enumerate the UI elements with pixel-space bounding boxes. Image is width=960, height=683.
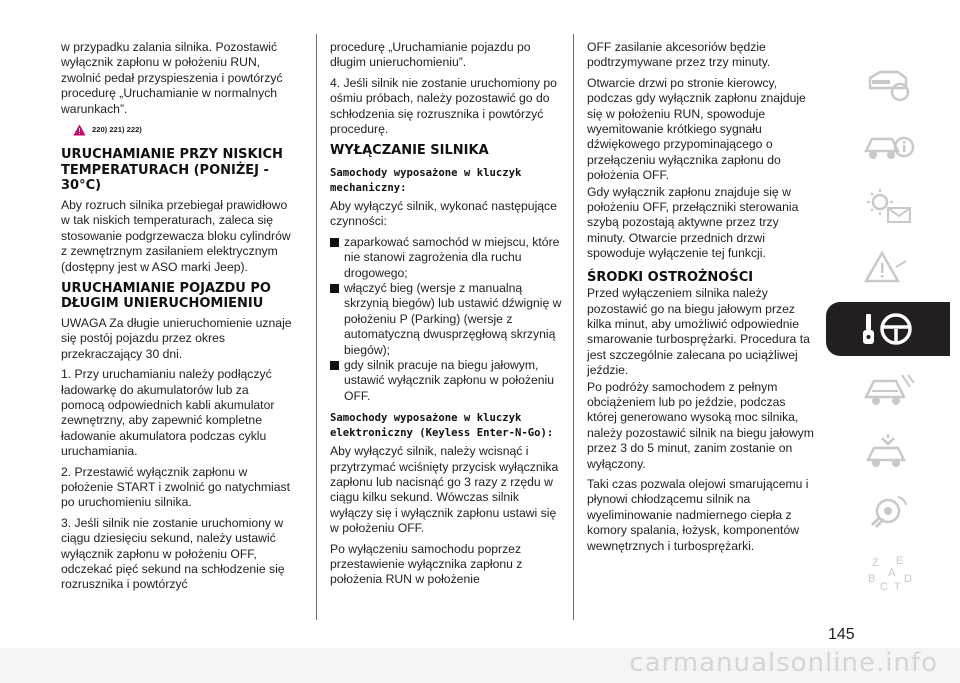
chapter-tab-warning-lights[interactable] <box>826 180 950 234</box>
paragraph: Po podróży samochodem z pełnym obciążeniem lub po jeździe, podczas której generowano wysoką moc silnika, należy pozostawić silnik na biegu jałowym przez 3 do 5 minut, zanim zostanie on wyłączony. <box>587 379 814 471</box>
car-dashboard-icon <box>858 64 918 106</box>
paragraph: procedurę „Uruchamianie pojazdu po długim unieruchomieniu”. <box>330 40 531 70</box>
step-2: 2. Przestawić wyłącznik zapłonu w położenie START i zwolnić go natychmiast po uruchomieniu silnika. <box>61 464 290 510</box>
svg-text:E: E <box>896 555 904 567</box>
paragraph: Aby wyłączyć silnik, należy wcisnąć i przytrzymać wciśnięty przycisk wyłącznika zapłonu lub nacisnąć go 3 razy z rzędu w ciągu kilku sekund. Wówczas silnik wyłączy się i wyłącznik zapłonu ustawi się w położeniu OFF. <box>330 444 559 536</box>
step-4: 4. Jeśli silnik nie zostanie uruchomiony po ośmiu próbach, należy pozostawić go do schłodzenia się rozrusznika i powtórzyć procedurę. <box>330 75 557 137</box>
paragraph: UWAGA Za długie unieruchomienie uznaje się postój pojazdu przez okres przekraczający 30 dni. <box>61 315 292 361</box>
chapter-tab-technical-data[interactable] <box>826 546 950 600</box>
list-item-text: gdy silnik pracuje na biegu jałowym, ustawić wyłącznik zapłonu w położeniu OFF. <box>344 358 555 403</box>
paragraph: Otwarcie drzwi po stronie kierowcy, podczas gdy wyłącznik zapłonu znajduje się w położeniu RUN, spowoduje wyemitowanie krótkiego sygnału dźwiękowego przypominającego o przełączeniu wyłącznika zapłonu do położenia OFF. <box>587 75 806 183</box>
chapter-tab-vehicle-info[interactable] <box>826 119 950 173</box>
svg-text:T: T <box>894 581 901 593</box>
chapter-sidebar <box>826 58 950 607</box>
text-column-1 <box>61 40 293 598</box>
paragraph: OFF zasilanie akcesoriów będzie podtrzymywane przez trzy minuty. <box>587 40 771 70</box>
chapter-tab-emergency[interactable] <box>826 424 950 478</box>
column-divider <box>573 34 574 620</box>
heading-long-idle: URUCHAMIANIE POJAZDU PO DŁUGIM UNIERUCHOMIENIU <box>61 280 271 312</box>
car-maintenance-icon <box>858 491 918 533</box>
text-column-2 <box>330 40 564 593</box>
bullet-square-icon <box>330 284 339 293</box>
heading-low-temperature: URUCHAMIANIE PRZY NISKICH TEMPERATURACH (PONIŻEJ - 30°C) <box>61 147 283 194</box>
step-1: 1. Przy uruchamianiu należy podłączyć ładowarkę do akumulatorów lub za pomocą odpowiednich kabli akumulator zewnętrzny, aby zapewnić kompletne ładowanie akumulatora podczas cyklu uruchamiania. <box>61 367 275 459</box>
paragraph: Taki czas pozwala olejowi smarującemu i płynowi chłodzącemu silnik na wyeliminowanie nadmiernego ciepła z komory spalania, łożysk, komponentów wewnętrznych i turbosprężarki. <box>587 477 809 553</box>
svg-text:B: B <box>868 573 876 585</box>
warning-references <box>73 122 293 137</box>
list-item <box>330 281 564 358</box>
watermark-text: carmanualsonline.info <box>629 648 938 678</box>
chapter-tab-warning[interactable] <box>826 241 950 295</box>
heading-engine-shutdown: WYŁĄCZANIE SILNIKA <box>330 143 489 159</box>
paragraph: Po wyłączeniu samochodu poprzez przestawienie wyłącznika zapłonu z położenia RUN w położenie <box>330 541 523 587</box>
subheading-mechanical-key: Samochody wyposażone w kluczyk mechaniczny: <box>330 166 522 194</box>
emergency-car-icon <box>858 430 918 472</box>
list-item-text: zaparkować samochód w miejscu, które nie stanowi zagrożenia dla ruchu drogowego; <box>344 234 560 280</box>
svg-text:Z: Z <box>872 557 879 569</box>
warning-triangle-car-icon <box>858 247 918 289</box>
paragraph: Przed wyłączeniem silnika należy pozostawić go na biegu jałowym przez kilka minut, aby umożliwić odpowiednie smarowanie turbosprężarki. Procedura ta jest szczególnie zalecana po uciążliwej jeździe. <box>587 286 810 378</box>
technical-data-icon <box>858 552 918 594</box>
paragraph: Aby rozruch silnika przebiegał prawidłowo w tak niskich temperaturach, zaleca się stosowanie podgrzewacza bloku cylindrów z zewnętrznym zasilaniem elektrycznym (dostępny jest w ASO marki Jeep). <box>61 197 291 274</box>
warning-triangle-icon <box>73 124 86 136</box>
bullet-square-icon <box>330 361 339 370</box>
svg-text:D: D <box>904 573 912 585</box>
chapter-tab-starting-driving[interactable] <box>826 302 950 356</box>
page-number: 145 <box>828 626 855 643</box>
bullet-list <box>330 235 564 404</box>
paragraph: w przypadku zalania silnika. Pozostawić wyłącznik zapłonu w położeniu RUN, zwolnić pedał przyspieszenia i powtórzyć procedurę „Uruchamianie w normalnych warunkach”. <box>61 40 283 116</box>
warning-lights-icon <box>858 186 918 228</box>
chapter-tab-maintenance[interactable] <box>826 485 950 539</box>
list-item-text: włączyć bieg (wersje z manualną skrzynią biegów) lub ustawić dźwignię w położeniu P (Parking) (wersje z automatyczną dwusprzęgłową skrzynią biegów); <box>344 280 562 357</box>
warning-refs-text: 220) 221) 222) <box>92 125 142 135</box>
heading-precautions: ŚRODKI OSTROŻNOŚCI <box>587 269 754 285</box>
column-divider <box>316 34 317 620</box>
chapter-tab-dashboard[interactable] <box>826 58 950 112</box>
paragraph: Aby wyłączyć silnik, wykonać następujące czynności: <box>330 198 557 229</box>
chapter-tab-safety[interactable] <box>826 363 950 417</box>
bullet-square-icon <box>330 238 339 247</box>
car-info-icon <box>858 125 918 167</box>
svg-text:C: C <box>880 581 888 593</box>
car-safety-icon <box>858 369 918 411</box>
watermark <box>0 648 960 683</box>
step-3: 3. Jeśli silnik nie zostanie uruchomiony w ciągu dziesięciu sekund, należy ustawić wyłącznik zapłonu w położeniu OFF, odczekać pięć sekund na schłodzenie się rozrusznika i powtórzyć <box>61 515 285 592</box>
text-column-3 <box>587 40 817 559</box>
list-item <box>330 358 564 404</box>
steering-key-icon <box>858 308 918 350</box>
svg-text:A: A <box>888 567 896 579</box>
paragraph: Gdy wyłącznik zapłonu znajduje się w położeniu OFF, przełączniki sterowania szybą pozostają aktywne przez trzy minuty. Otwarcie przednich drzwi spowoduje wyłączenie tej funkcji. <box>587 184 799 261</box>
list-item <box>330 235 564 281</box>
subheading-keyless: Samochody wyposażone w kluczyk elektroniczny (Keyless Enter-N-Go): <box>330 412 554 440</box>
